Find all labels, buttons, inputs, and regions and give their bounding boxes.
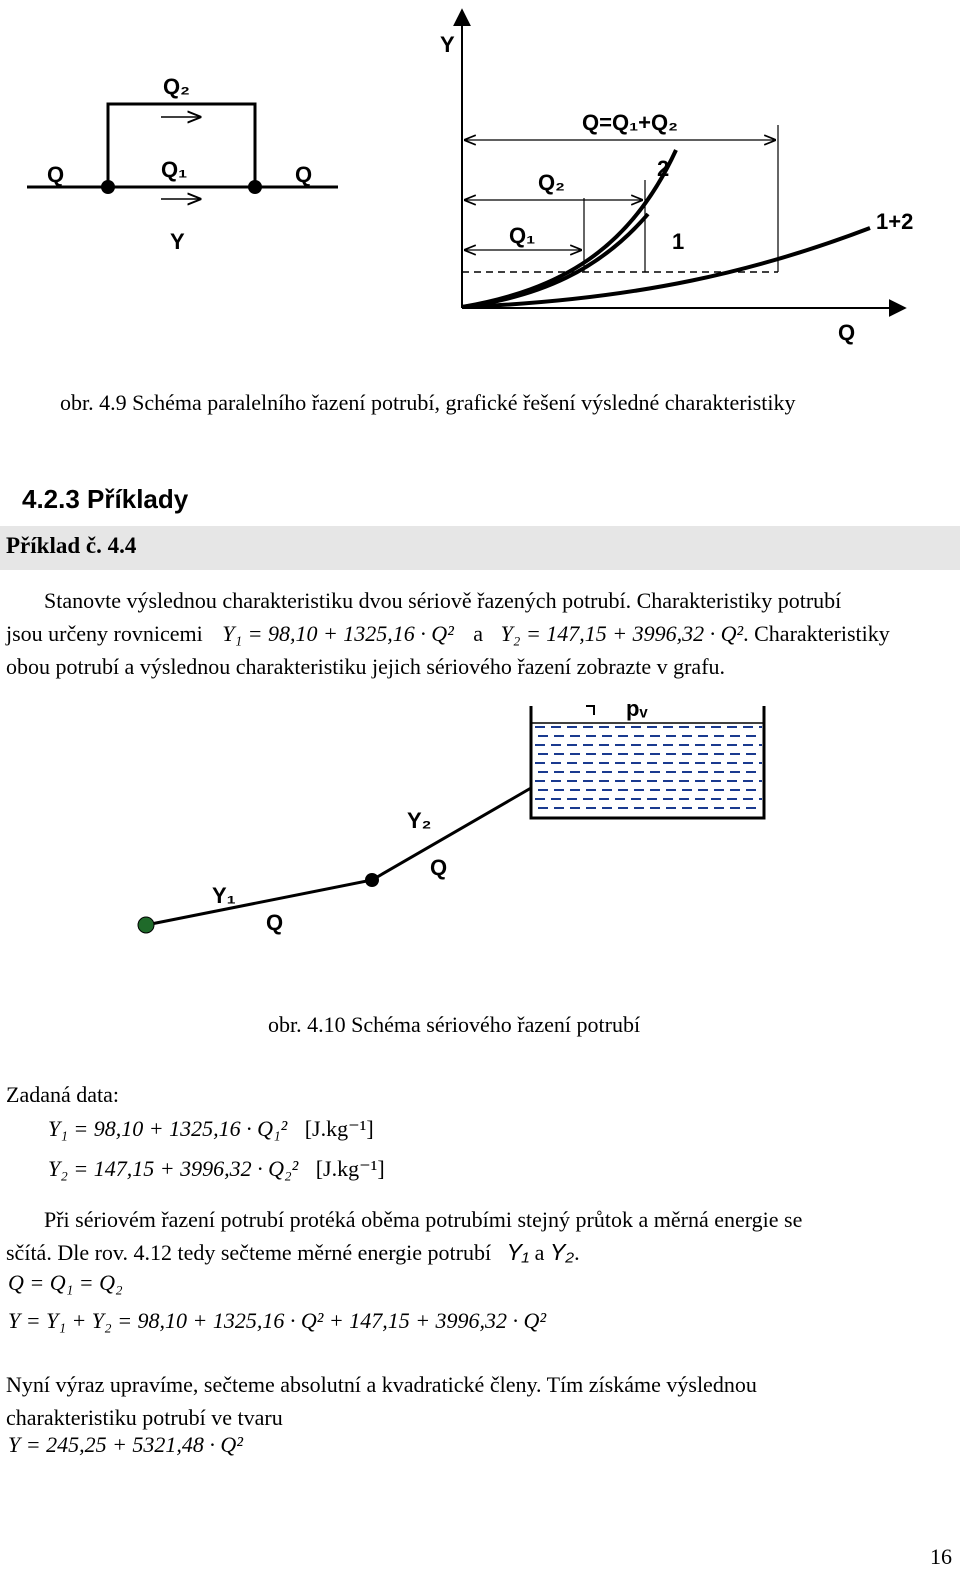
page-number: 16 — [930, 1544, 952, 1569]
parallel-pipes-figure — [0, 0, 960, 380]
junction-node-left — [101, 180, 115, 194]
given-equation-y2 — [48, 1156, 385, 1182]
solution-paragraph-1 — [6, 1203, 956, 1269]
pipe-inlet-node — [138, 917, 154, 933]
axis-label-y: Y — [440, 32, 455, 57]
given-eq2-text: Y₂ = 147,15 + 3996,32 · Q₂² — [48, 1156, 299, 1181]
given-eq1-unit: [J.kg⁻¹] — [304, 1116, 374, 1141]
label-q2-graph: Q₂ — [538, 170, 565, 195]
label-pv: pᵥ — [626, 696, 648, 721]
label-y1: Y₁ — [212, 883, 236, 908]
solution-paragraph-2 — [6, 1368, 956, 1434]
tank — [531, 696, 764, 818]
label-q1-mid: Q₁ — [161, 157, 188, 182]
given-eq2-unit: [J.kg⁻¹] — [315, 1156, 385, 1181]
equation-y1-intro: Y₁ = 98,10 + 1325,16 · Q² — [222, 621, 454, 646]
inline-y1: Y₁ — [506, 1239, 530, 1265]
label-q2-top: Q₂ — [163, 74, 190, 99]
label-q-upper: Q — [430, 855, 448, 880]
example-intro-prefix: jsou určeny rovnicemi — [6, 621, 203, 646]
equation-energy-sum: Y = Y₁ + Y₂ = 98,10 + 1325,16 · Q² + 147,15 + 3996,32 · Q² — [8, 1308, 547, 1333]
label-q-lower: Q — [266, 910, 284, 935]
serial-pipe — [146, 788, 531, 925]
curve-label-1plus2: 1+2 — [876, 209, 914, 234]
label-q-sum: Q=Q₁+Q₂ — [582, 110, 678, 135]
junction-node-right — [248, 180, 262, 194]
curve-label-1: 1 — [672, 229, 685, 254]
example-label: Příklad č. 4.4 — [6, 533, 137, 558]
inline-y2: Y₂ — [549, 1239, 575, 1265]
example-intro-suffix: . Charakteristiky — [743, 621, 890, 646]
example-header-bar — [0, 526, 960, 570]
given-equation-y1 — [48, 1116, 374, 1142]
equation-y2-intro: Y₂ = 147,15 + 3996,32 · Q² — [500, 621, 744, 646]
parallel-pipe-schematic — [27, 74, 338, 254]
label-y2: Y₂ — [407, 808, 432, 833]
example-intro-and: a — [473, 621, 484, 646]
curve-2 — [462, 150, 676, 307]
given-data-heading: Zadaná data: — [6, 1082, 119, 1107]
characteristic-graph — [440, 10, 913, 345]
label-q-right: Q — [295, 162, 313, 187]
equation-flow-equality: Q = Q₁ = Q₂ — [8, 1270, 123, 1295]
solution-line-3: Nyní výraz upravíme, sečteme absolutní a kvadratické členy. Tím získáme výslednou — [6, 1372, 757, 1397]
label-q1-graph: Q₁ — [509, 223, 536, 248]
pipe-junction-node — [365, 873, 379, 887]
axis-label-q: Q — [838, 320, 856, 345]
figure-caption-4-10: obr. 4.10 Schéma sériového řazení potrubí — [268, 1012, 641, 1037]
label-y-bottom: Y — [170, 229, 185, 254]
section-title: 4.2.3 Příklady — [22, 484, 189, 514]
example-text — [6, 584, 956, 683]
solution-line-4: charakteristiku potrubí ve tvaru — [6, 1405, 283, 1430]
curve-label-2: 2 — [657, 156, 670, 181]
solution-line-2: sčítá. Dle rov. 4.12 tedy sečteme měrné energie potrubí Y₁ a Y₂. — [6, 1239, 580, 1265]
solution-line-1: Při sériovém řazení potrubí protéká oběma potrubími stejný průtok a měrná energie se — [44, 1207, 803, 1232]
example-intro-line-2 — [6, 617, 956, 650]
serial-pipes-figure — [0, 690, 960, 950]
example-intro-line-3: obou potrubí a výslednou charakteristiku jejich sériového řazení zobrazte v grafu. — [6, 654, 726, 679]
figure-caption-4-9: obr. 4.9 Schéma paralelního řazení potrubí, grafické řešení výsledné charakteristiky — [60, 390, 796, 415]
label-q-left: Q — [47, 162, 65, 187]
example-intro-line-1: Stanovte výslednou charakteristiku dvou sériově řazených potrubí. Charakteristiky potrubí — [44, 588, 842, 613]
equation-result: Y = 245,25 + 5321,48 · Q² — [8, 1432, 243, 1457]
given-eq1-text: Y₁ = 98,10 + 1325,16 · Q₁² — [48, 1116, 288, 1141]
